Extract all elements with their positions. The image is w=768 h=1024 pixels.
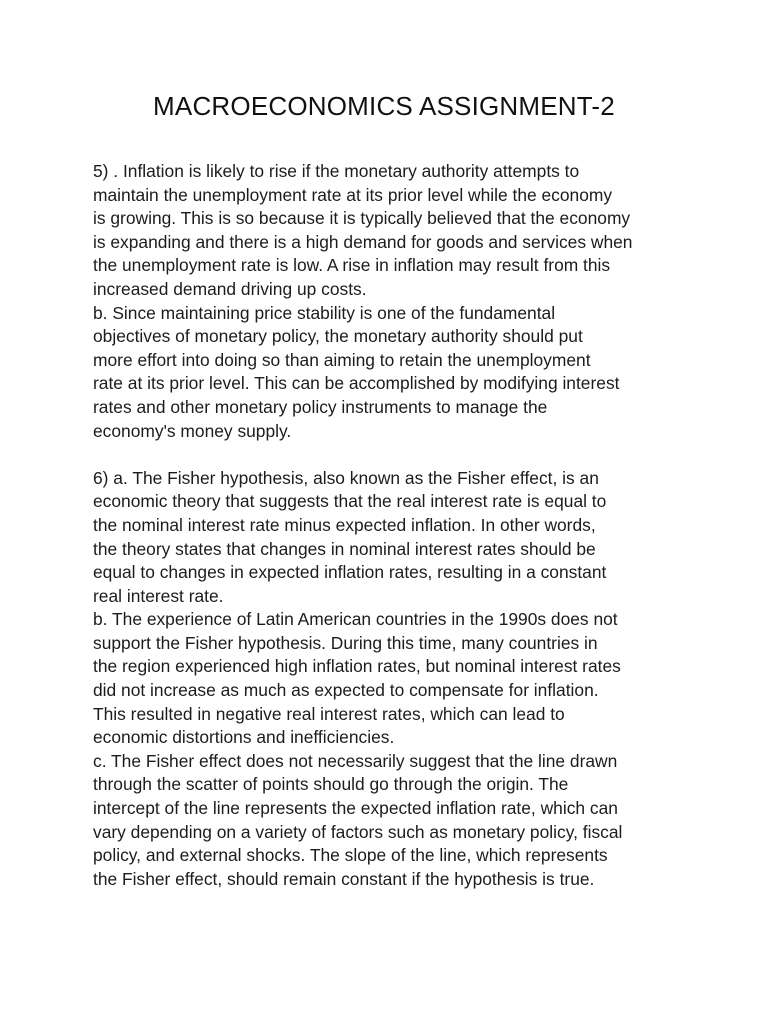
text-line: rates and other monetary policy instruments to manage the: [93, 396, 548, 417]
text-line: increased demand driving up costs.: [93, 278, 367, 299]
text-line: rate at its prior level. This can be accomplished by modifying interest: [93, 373, 620, 394]
text-line: economic theory that suggests that the real interest rate is equal to: [93, 491, 607, 512]
text-line: the unemployment rate is low. A rise in inflation may result from this: [93, 255, 611, 276]
text-line: vary depending on a variety of factors such as monetary policy, fiscal: [93, 821, 623, 842]
text-line: b. Since maintaining price stability is one of the fundamental: [93, 302, 556, 323]
text-line: equal to changes in expected inflation rates, resulting in a constant: [93, 562, 607, 583]
text-line: economy's money supply.: [93, 420, 292, 441]
text-line: through the scatter of points should go through the origin. The: [93, 774, 569, 795]
text-line: the region experienced high inflation rates, but nominal interest rates: [93, 656, 621, 677]
answer-5-section: [93, 160, 693, 443]
answer-6-section: [93, 467, 693, 892]
text-line: objectives of monetary policy, the monetary authority should put: [93, 326, 583, 347]
text-line: is expanding and there is a high demand for goods and services when: [93, 231, 633, 252]
text-line: real interest rate.: [93, 585, 224, 606]
text-line: support the Fisher hypothesis. During this time, many countries in: [93, 632, 598, 653]
text-line: the nominal interest rate minus expected inflation. In other words,: [93, 514, 596, 535]
text-line: the theory states that changes in nominal interest rates should be: [93, 538, 596, 559]
paragraph-spacer: [93, 443, 693, 467]
text-line: policy, and external shocks. The slope of the line, which represents: [93, 845, 608, 866]
text-line: intercept of the line represents the expected inflation rate, which can: [93, 798, 618, 819]
text-line: 5) . Inflation is likely to rise if the monetary authority attempts to: [93, 161, 580, 181]
text-line: This resulted in negative real interest rates, which can lead to: [93, 703, 565, 724]
text-line: 6) a. The Fisher hypothesis, also known as the Fisher effect, is an: [93, 467, 599, 488]
text-line: economic distortions and inefficiencies.: [93, 727, 395, 748]
document-body: [93, 160, 693, 891]
text-line: b. The experience of Latin American countries in the 1990s does not: [93, 609, 618, 630]
text-line: did not increase as much as expected to compensate for inflation.: [93, 680, 599, 701]
text-line: c. The Fisher effect does not necessarily suggest that the line drawn: [93, 750, 618, 771]
document-title: MACROECONOMICS ASSIGNMENT-2: [153, 91, 615, 121]
text-line: maintain the unemployment rate at its prior level while the economy: [93, 184, 613, 205]
text-line: is growing. This is so because it is typically believed that the economy: [93, 208, 631, 229]
text-line: the Fisher effect, should remain constant if the hypothesis is true.: [93, 868, 595, 889]
text-line: more effort into doing so than aiming to retain the unemployment: [93, 349, 591, 370]
